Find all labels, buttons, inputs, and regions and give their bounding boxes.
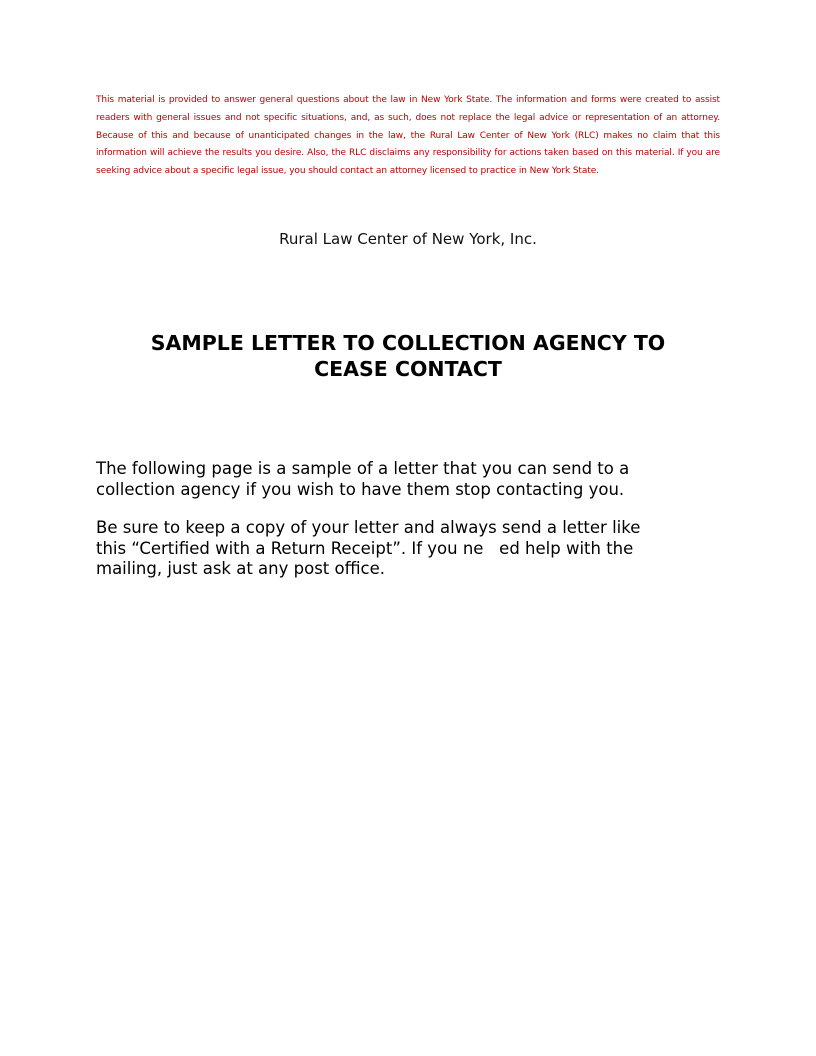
intro-paragraph	[96, 459, 696, 500]
paragraph-line: mailing, just ask at any post office.	[96, 559, 386, 578]
document-title-line-2: CEASE CONTACT	[314, 357, 502, 381]
paragraph-line: collection agency if you wish to have them stop contacting you.	[96, 479, 625, 499]
paragraph-line: Be sure to keep a copy of your letter and always send a letter like	[96, 518, 641, 537]
document-title-line-1: SAMPLE LETTER TO COLLECTION AGENCY TO	[150, 331, 666, 355]
paragraph-line: this “Certified with a Return Receipt”. If you ne ed help with the	[96, 538, 634, 558]
document-title	[96, 330, 720, 382]
paragraph-line: The following page is a sample of a letter that you can send to a	[96, 459, 630, 478]
legal-disclaimer: This material is provided to answer general questions about the law in New York State. The information and forms were created to assist readers with general issues and not specific situations, and, as such, does not replace the legal advice or representation of an attorney. Because of this and because of unanticipated changes in the law, the Rural Law Center of New York (RLC) makes no claim that this information will achieve the results you desire. Also, the RLC disclaims any responsibility for actions taken based on this material. If you are seeking advice about a specific legal issue, you should contact an attorney licensed to practice in New York State.	[96, 95, 720, 177]
organization-name: Rural Law Center of New York, Inc.	[279, 230, 537, 248]
instructions-paragraph	[96, 518, 696, 580]
